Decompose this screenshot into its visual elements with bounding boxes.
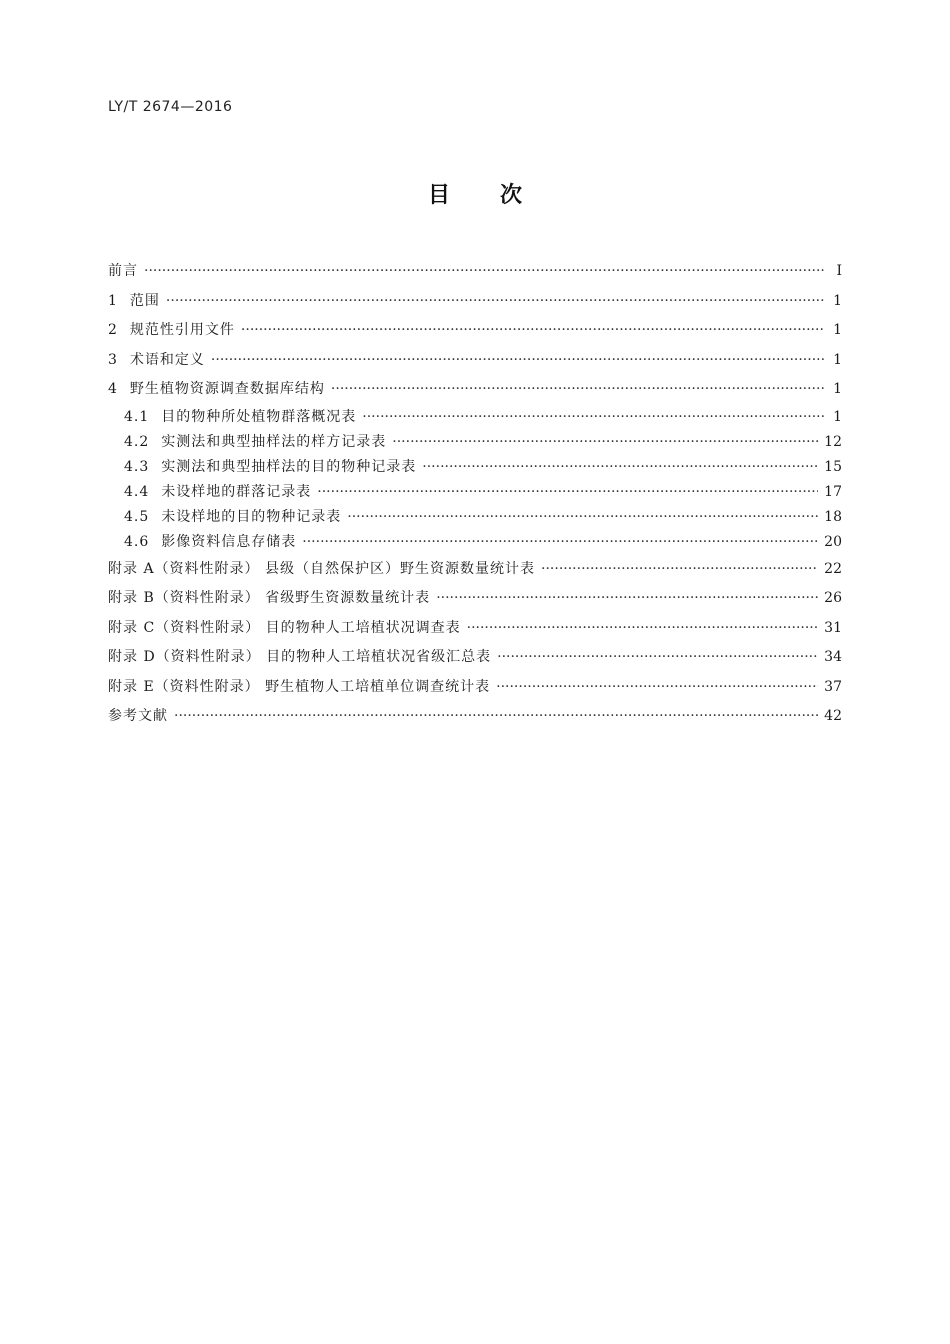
dot-leader (541, 555, 818, 585)
toc-entry-label: 术语和定义 (129, 351, 205, 368)
toc-entry-label: 规范性引用文件 (129, 322, 235, 338)
dot-leader (166, 287, 824, 317)
toc-entry-page: 17 (824, 483, 842, 500)
toc-entry-label: 目的物种所处植物群落概况表 (161, 408, 357, 425)
toc-entry-label: 未设样地的目的物种记录表 (161, 508, 342, 525)
toc-entry-appendix-a[interactable] (108, 555, 842, 585)
dot-leader (317, 480, 818, 505)
toc-entry[interactable] (108, 346, 842, 376)
toc-entry[interactable] (108, 316, 842, 346)
toc-entry-label: 实测法和典型抽样法的目的物种记录表 (161, 458, 417, 475)
toc-entry-appendix-e[interactable] (108, 673, 842, 703)
toc-entry-number: 4.3 (124, 458, 150, 475)
toc-entry-appendix-c[interactable] (108, 614, 842, 644)
dot-leader (347, 505, 818, 530)
document-code: LY/T 2674—2016 (108, 99, 233, 115)
toc-entry-label: 附录 C（资料性附录） 目的物种人工培植状况调查表 (108, 619, 461, 636)
toc-entry-page: 1 (833, 408, 842, 425)
toc-subentry[interactable] (108, 430, 842, 455)
toc-title: 目次 (427, 183, 572, 208)
toc-entry[interactable] (108, 287, 842, 317)
toc-entry-number: 4.1 (124, 408, 150, 425)
toc-entry-label: 影像资料信息存储表 (161, 533, 297, 550)
toc-entry-page: 1 (833, 322, 842, 338)
dot-leader (302, 530, 818, 555)
table-of-contents (108, 257, 842, 732)
dot-leader (211, 346, 824, 376)
dot-leader (392, 430, 818, 455)
toc-entry-page: 1 (833, 292, 842, 309)
toc-entry-page: 12 (824, 433, 842, 450)
toc-entry-page: 42 (824, 708, 842, 724)
dot-leader (497, 643, 818, 673)
toc-subentry[interactable] (108, 405, 842, 430)
toc-entry-number: 2 (108, 322, 118, 338)
toc-entry-number: 4.5 (124, 508, 150, 525)
toc-subentry[interactable] (108, 480, 842, 505)
dot-leader (144, 257, 824, 287)
toc-entry-number: 1 (108, 292, 118, 309)
toc-entry-label: 实测法和典型抽样法的样方记录表 (161, 433, 387, 450)
toc-subentry[interactable] (108, 530, 842, 555)
toc-entry-number: 4.4 (124, 483, 150, 500)
toc-entry-label: 参考文献 (108, 708, 168, 724)
toc-entry-page: Ⅰ (836, 263, 842, 279)
toc-entry-label: 范围 (129, 292, 160, 309)
toc-entry[interactable] (108, 257, 842, 287)
toc-subentry[interactable] (108, 505, 842, 530)
toc-entry[interactable] (108, 375, 842, 405)
toc-entry-number: 4.6 (124, 533, 150, 550)
toc-entry-page: 1 (833, 351, 842, 368)
dot-leader (496, 673, 818, 703)
dot-leader (422, 455, 818, 480)
toc-entry-appendix-b[interactable] (108, 584, 842, 614)
toc-entry-number: 3 (108, 351, 118, 368)
toc-entry-number: 4 (108, 381, 118, 397)
toc-entry-page: 37 (824, 678, 842, 695)
toc-entry-label: 附录 A（资料性附录） 县级（自然保护区）野生资源数量统计表 (108, 560, 536, 577)
dot-leader (241, 316, 824, 346)
toc-entry-page: 18 (824, 508, 842, 525)
toc-entry-page: 1 (833, 381, 842, 397)
toc-entry-page: 34 (824, 649, 842, 665)
toc-entry-label: 附录 D（资料性附录） 目的物种人工培植状况省级汇总表 (108, 649, 492, 665)
toc-entry-page: 31 (824, 619, 842, 636)
toc-entry-label: 附录 E（资料性附录） 野生植物人工培植单位调查统计表 (108, 678, 491, 695)
toc-entry-page: 22 (824, 560, 842, 577)
toc-entry-label: 前言 (108, 263, 138, 279)
toc-entry-references[interactable] (108, 702, 842, 732)
toc-entry-page: 15 (824, 458, 842, 475)
toc-entry-label: 野生植物资源调查数据库结构 (129, 381, 325, 397)
dot-leader (362, 405, 824, 430)
toc-entry-page: 20 (824, 533, 842, 550)
toc-entry-page: 26 (824, 590, 842, 606)
dot-leader (467, 614, 819, 644)
toc-subentry[interactable] (108, 455, 842, 480)
toc-entry-label: 未设样地的群落记录表 (161, 483, 312, 500)
dot-leader (331, 375, 824, 405)
dot-leader (436, 584, 818, 614)
toc-entry-number: 4.2 (124, 433, 150, 450)
toc-entry-appendix-d[interactable] (108, 643, 842, 673)
dot-leader (174, 702, 818, 732)
toc-entry-label: 附录 B（资料性附录） 省级野生资源数量统计表 (108, 590, 431, 606)
